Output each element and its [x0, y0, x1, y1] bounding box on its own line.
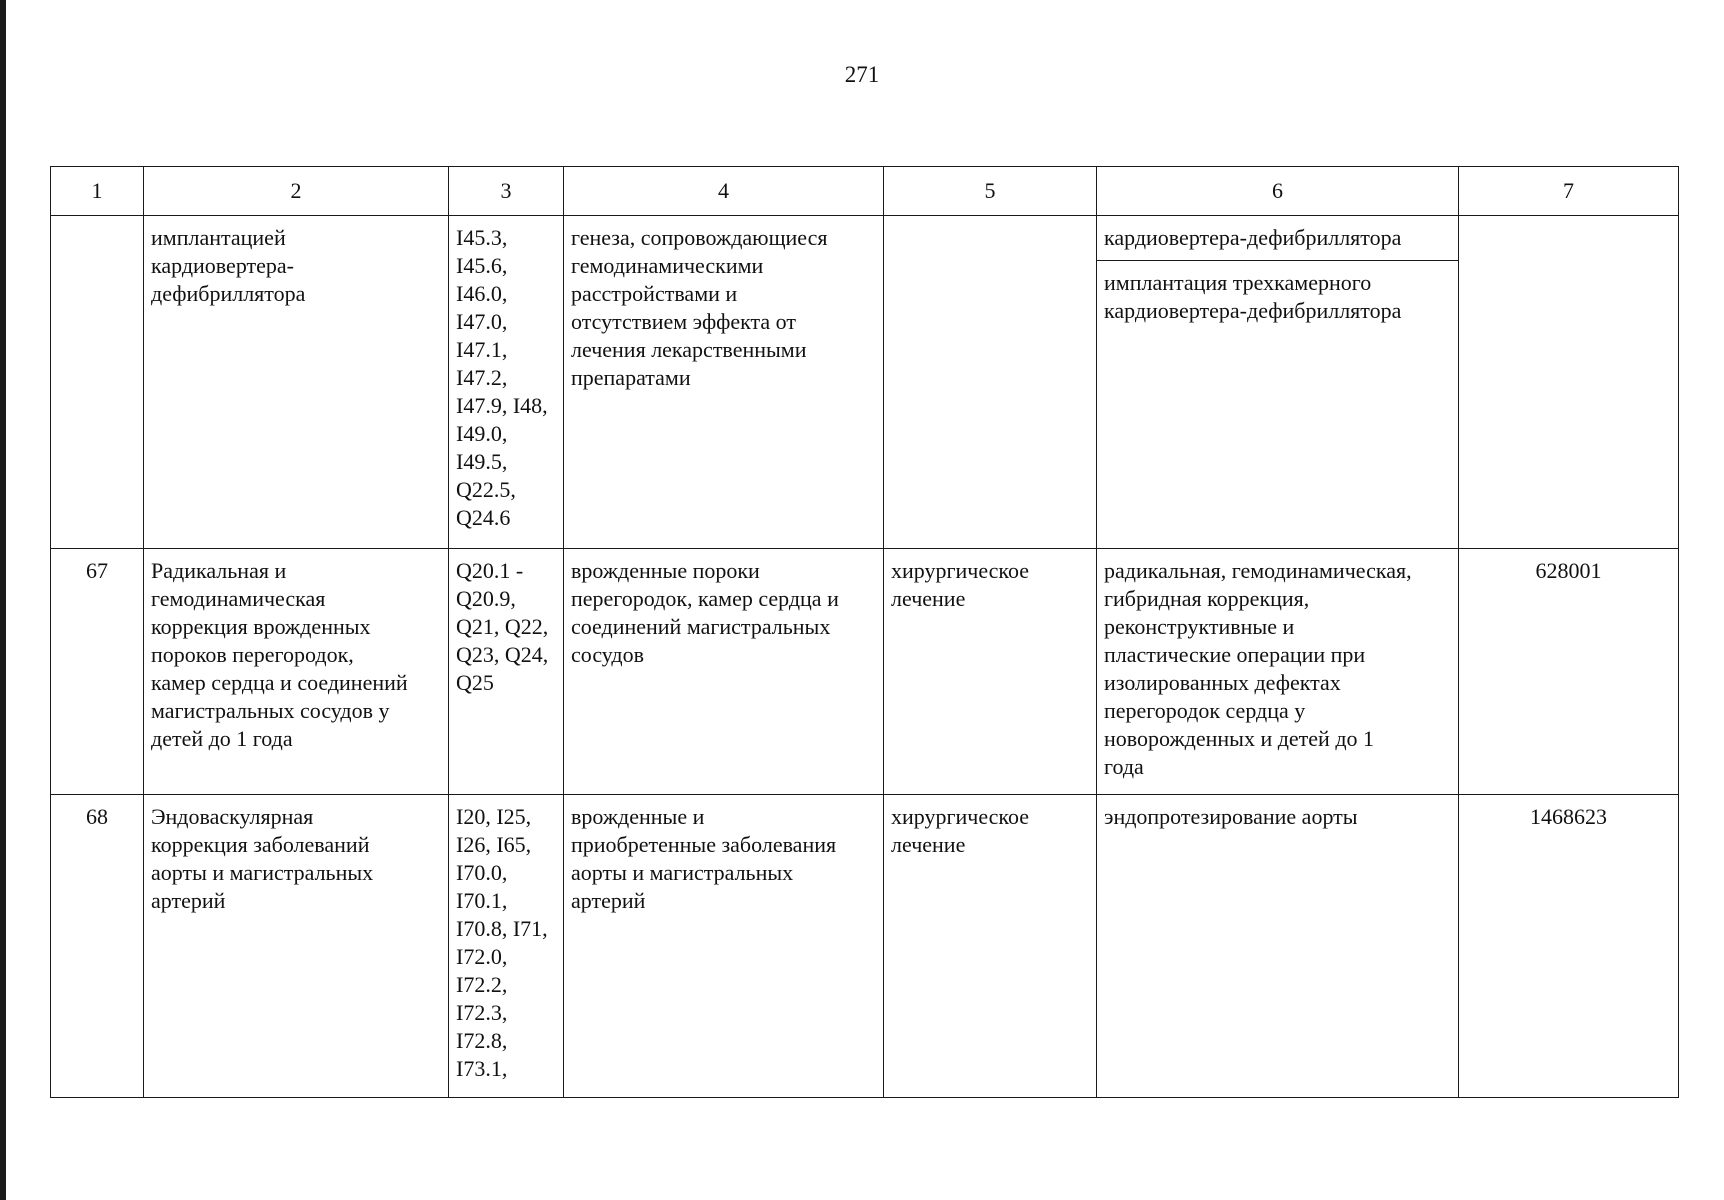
cell-text-line: Q20.9,	[456, 586, 516, 611]
cost-norm-cell: 1468623	[1459, 795, 1679, 1098]
cell-text-line: магистральных сосудов у	[151, 698, 390, 723]
treatment-method-item	[1097, 795, 1458, 839]
row-number-cell: 68	[51, 795, 144, 1098]
page-number: 271	[844, 62, 880, 87]
cell-text-line: коррекция заболеваний	[151, 832, 370, 857]
table-row	[51, 795, 1679, 1098]
patient-model-cell	[564, 216, 884, 549]
row-number-cell	[51, 216, 144, 549]
cell-text-line: кардиовертера-дефибриллятора	[1104, 225, 1402, 250]
cell-text-line: сосудов	[571, 642, 644, 667]
cell-text-line: I45.6,	[456, 253, 508, 278]
care-type-cell	[144, 549, 449, 795]
cell-text-line: Q23, Q24,	[456, 642, 549, 667]
cell-text-line: Q20.1 -	[456, 558, 524, 583]
cell-text-line: кардиовертера-дефибриллятора	[1104, 298, 1402, 323]
cell-text-line: врожденные пороки	[571, 558, 760, 583]
table-row	[51, 216, 1679, 549]
cell-text-line: соединений магистральных	[571, 614, 831, 639]
cell-text-line: врожденные и	[571, 804, 705, 829]
icd-codes-cell	[449, 549, 564, 795]
cell-text-line: гемодинамическими	[571, 253, 764, 278]
cell-text-line: пороков перегородок,	[151, 642, 354, 667]
cell-text-line: хирургическое	[891, 558, 1030, 583]
cell-text-line: I47.0,	[456, 309, 508, 334]
cell-text-line: хирургическое	[891, 804, 1030, 829]
treatment-methods-cell	[1097, 795, 1459, 1098]
cell-text-line: пластические операции при	[1104, 642, 1366, 667]
scan-left-edge	[0, 0, 6, 1200]
cell-text-line: приобретенные заболевания	[571, 832, 837, 857]
cell-text-line: гемодинамическая	[151, 586, 326, 611]
cell-text-line: расстройствами и	[571, 281, 738, 306]
cell-text-line: дефибриллятора	[151, 281, 306, 306]
header-cell: 6	[1097, 167, 1459, 216]
cell-text-line: I72.3,	[456, 1000, 508, 1025]
treatment-method-item	[1097, 216, 1458, 260]
cell-text-line: года	[1104, 754, 1144, 779]
treatment-type-cell	[884, 549, 1097, 795]
cell-text-line: I46.0,	[456, 281, 508, 306]
cell-text-line: новорожденных и детей до 1	[1104, 726, 1375, 751]
cell-text-line: I72.2,	[456, 972, 508, 997]
cell-text-line: кардиовертера-	[151, 253, 294, 278]
treatment-type-cell	[884, 216, 1097, 549]
treatment-method-item	[1097, 260, 1458, 333]
cell-text-line: I70.1,	[456, 888, 508, 913]
cost-norm-cell	[1459, 216, 1679, 549]
cell-text-line: реконструктивные и	[1104, 614, 1295, 639]
cell-text-line: радикальная, гемодинамическая,	[1104, 558, 1412, 583]
table-row	[51, 549, 1679, 795]
patient-model-cell	[564, 549, 884, 795]
care-type-cell	[144, 216, 449, 549]
cell-text-line: I73.1,	[456, 1056, 508, 1081]
cell-text-line: лечения лекарственными	[571, 337, 807, 362]
cell-text-line: I70.8, I71,	[456, 916, 548, 941]
cell-text-line: артерий	[151, 888, 226, 913]
cell-text-line: аорты и магистральных	[151, 860, 374, 885]
cell-text-line: коррекция врожденных	[151, 614, 371, 639]
cell-text-line: I47.9, I48,	[456, 393, 548, 418]
treatment-method-item	[1097, 549, 1458, 789]
cell-text-line: I47.1,	[456, 337, 508, 362]
cell-text-line: Q24.6	[456, 505, 511, 530]
header-cell: 1	[51, 167, 144, 216]
header-cell: 5	[884, 167, 1097, 216]
cell-text-line: генеза, сопровождающиеся	[571, 225, 828, 250]
treatment-methods-cell	[1097, 549, 1459, 795]
table-header-row	[51, 167, 1679, 216]
cell-text-line: I49.0,	[456, 421, 508, 446]
treatment-type-cell	[884, 795, 1097, 1098]
cell-text-line: артерий	[571, 888, 646, 913]
cell-text-line: I26, I65,	[456, 832, 532, 857]
cell-text-line: Q25	[456, 670, 494, 695]
header-cell: 4	[564, 167, 884, 216]
care-type-cell	[144, 795, 449, 1098]
medical-care-table	[50, 166, 1679, 1098]
cell-text-line: Эндоваскулярная	[151, 804, 314, 829]
treatment-methods-cell	[1097, 216, 1459, 549]
cell-text-line: Радикальная и	[151, 558, 287, 583]
cell-text-line: Q22.5,	[456, 477, 516, 502]
cell-text-line: детей до 1 года	[151, 726, 293, 751]
cell-text-line: отсутствием эффекта от	[571, 309, 797, 334]
cell-text-line: аорты и магистральных	[571, 860, 794, 885]
cell-text-line: I72.8,	[456, 1028, 508, 1053]
cell-text-line: имплантацией	[151, 225, 286, 250]
cell-text-line: I49.5,	[456, 449, 508, 474]
cell-text-line: препаратами	[571, 365, 691, 390]
header-cell: 2	[144, 167, 449, 216]
cell-text-line: изолированных дефектах	[1104, 670, 1341, 695]
cell-text-line: I72.0,	[456, 944, 508, 969]
cell-text-line: Q21, Q22,	[456, 614, 549, 639]
cell-text-line: имплантация трехкамерного	[1104, 270, 1372, 295]
cell-text-line: лечение	[891, 586, 966, 611]
cell-text-line: лечение	[891, 832, 966, 857]
cell-text-line: камер сердца и соединений	[151, 670, 408, 695]
cell-text-line: I70.0,	[456, 860, 508, 885]
icd-codes-cell	[449, 795, 564, 1098]
cell-text-line: I47.2,	[456, 365, 508, 390]
header-cell: 7	[1459, 167, 1679, 216]
header-cell: 3	[449, 167, 564, 216]
cost-norm-cell: 628001	[1459, 549, 1679, 795]
cell-text-line: перегородок сердца у	[1104, 698, 1306, 723]
icd-codes-cell	[449, 216, 564, 549]
cell-text-line: гибридная коррекция,	[1104, 586, 1310, 611]
cell-text-line: I45.3,	[456, 225, 508, 250]
row-number-cell: 67	[51, 549, 144, 795]
cell-text-line: эндопротезирование аорты	[1104, 804, 1358, 829]
cell-text-line: I20, I25,	[456, 804, 532, 829]
cell-text-line: перегородок, камер сердца и	[571, 586, 839, 611]
patient-model-cell	[564, 795, 884, 1098]
